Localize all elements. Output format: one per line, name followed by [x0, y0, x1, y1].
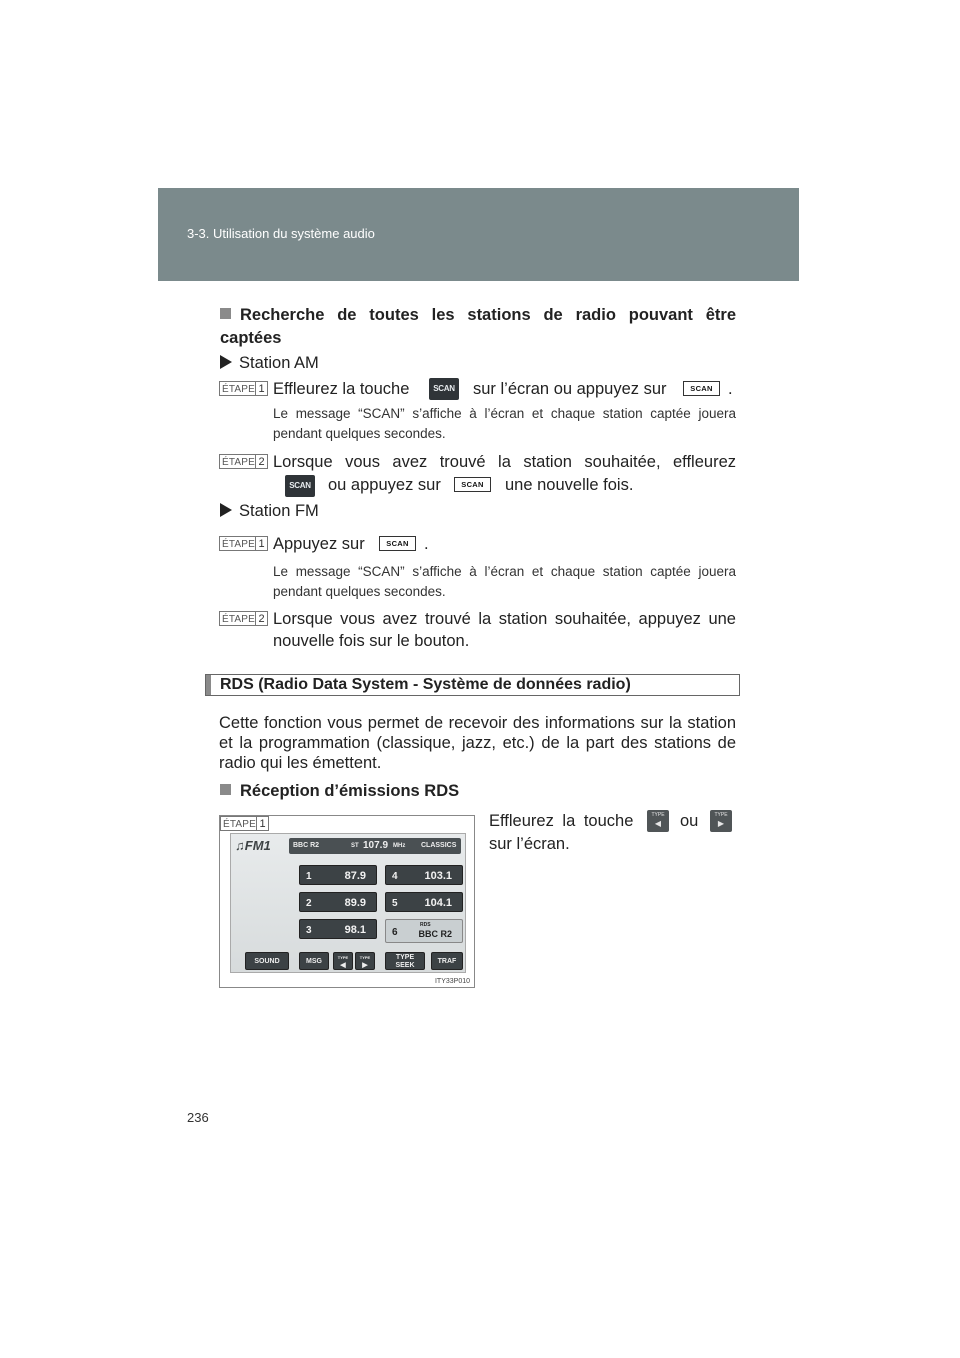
preset-button-3[interactable]: 3 98.1: [299, 919, 377, 939]
scan-screen-button-icon: SCAN: [429, 378, 459, 400]
rds-screen-figure: [219, 815, 475, 988]
scan-key-icon: SCAN: [683, 381, 720, 396]
type-left-button[interactable]: TYPE ◀: [333, 952, 353, 970]
step-badge-1: ÉTAPE 1: [219, 381, 268, 396]
audio-screen: [230, 833, 466, 973]
page-number: 236: [187, 1110, 209, 1125]
rds-step1-text-c: sur l’écran.: [489, 835, 570, 853]
section-heading-scan: Recherche de toutes les stations de radio pouvant être captées: [220, 306, 736, 347]
fm-step1-note: Le message “SCAN” s’affiche à l’écran et chaque station captée jouera pendant quelques secondes.: [273, 564, 736, 599]
preset-button-6[interactable]: 6 RDS BBC R2: [385, 919, 463, 943]
type-left-button-icon: TYPE ◀: [647, 810, 669, 832]
traf-button[interactable]: TRAF: [431, 952, 463, 970]
square-bullet-icon: [220, 784, 231, 795]
msg-button[interactable]: MSG: [299, 952, 329, 970]
step-badge-2: ÉTAPE 2: [219, 454, 268, 469]
figure-caption: ITY33P010: [434, 978, 470, 985]
station-am-label: Station AM: [220, 352, 319, 374]
fm-step1-text-a: Appuyez sur: [273, 535, 365, 553]
band-label: ♫FM1: [235, 838, 271, 853]
preset-button-1[interactable]: 1 87.9: [299, 865, 377, 885]
preset-button-5[interactable]: 5 104.1: [385, 892, 463, 912]
am-step2-text-b: ou appuyez sur: [328, 476, 441, 494]
rds-step1-text-b: ou: [680, 812, 699, 830]
preset-button-2[interactable]: 2 89.9: [299, 892, 377, 912]
rds-intro-paragraph: Cette fonction vous permet de recevoir des informations sur la station et la programmation (classique, jazz, etc.) de la part des stations de radio qui les émettent.: [219, 714, 736, 772]
am-step1-text-a: Effleurez la touche: [273, 380, 410, 398]
type-right-button-icon: TYPE ▶: [710, 810, 732, 832]
triangle-arrow-icon: [220, 355, 232, 369]
station-fm-label: Station FM: [220, 500, 319, 522]
rds-section-title: RDS (Radio Data System - Système de données radio): [220, 676, 631, 693]
fm-step2-text: Lorsque vous avez trouvé la station souhaitée, appuyez une nouvelle fois sur le bouton.: [273, 610, 736, 650]
am-step2-text-c: une nouvelle fois.: [505, 476, 634, 494]
sound-button[interactable]: SOUND: [245, 952, 289, 970]
rds-subheading: Réception d’émissions RDS: [220, 780, 459, 803]
square-bullet-icon: [220, 308, 231, 319]
preset-button-4[interactable]: 4 103.1: [385, 865, 463, 885]
scan-key-icon: SCAN: [454, 477, 491, 492]
type-right-button[interactable]: TYPE ▶: [355, 952, 375, 970]
am-step1-note: Le message “SCAN” s’affiche à l’écran et chaque station captée jouera pendant quelques secondes.: [273, 406, 736, 441]
type-seek-button[interactable]: TYPE SEEK: [385, 952, 425, 970]
rds-section-title-box: [205, 674, 740, 696]
am-step2-text-a: Lorsque vous avez trouvé la station souhaitée, effleurez: [273, 453, 736, 471]
scan-screen-button-icon: SCAN: [285, 475, 315, 497]
fm-step1-text-b: .: [424, 535, 429, 553]
am-step1-text-b: sur l’écran ou appuyez sur: [473, 380, 667, 398]
step-badge-1: ÉTAPE 1: [220, 816, 269, 831]
triangle-arrow-icon: [220, 503, 232, 517]
step-badge-1: ÉTAPE 1: [219, 536, 268, 551]
station-info-bar: BBC R2 ST 107.9 MHz CLASSICS: [289, 838, 461, 854]
chapter-title: 3-3. Utilisation du système audio: [187, 226, 375, 241]
rds-step1-text-a: Effleurez la touche: [489, 812, 634, 830]
scan-key-icon: SCAN: [379, 536, 416, 551]
am-step1-text-c: .: [728, 380, 733, 398]
step-badge-2: ÉTAPE 2: [219, 611, 268, 626]
